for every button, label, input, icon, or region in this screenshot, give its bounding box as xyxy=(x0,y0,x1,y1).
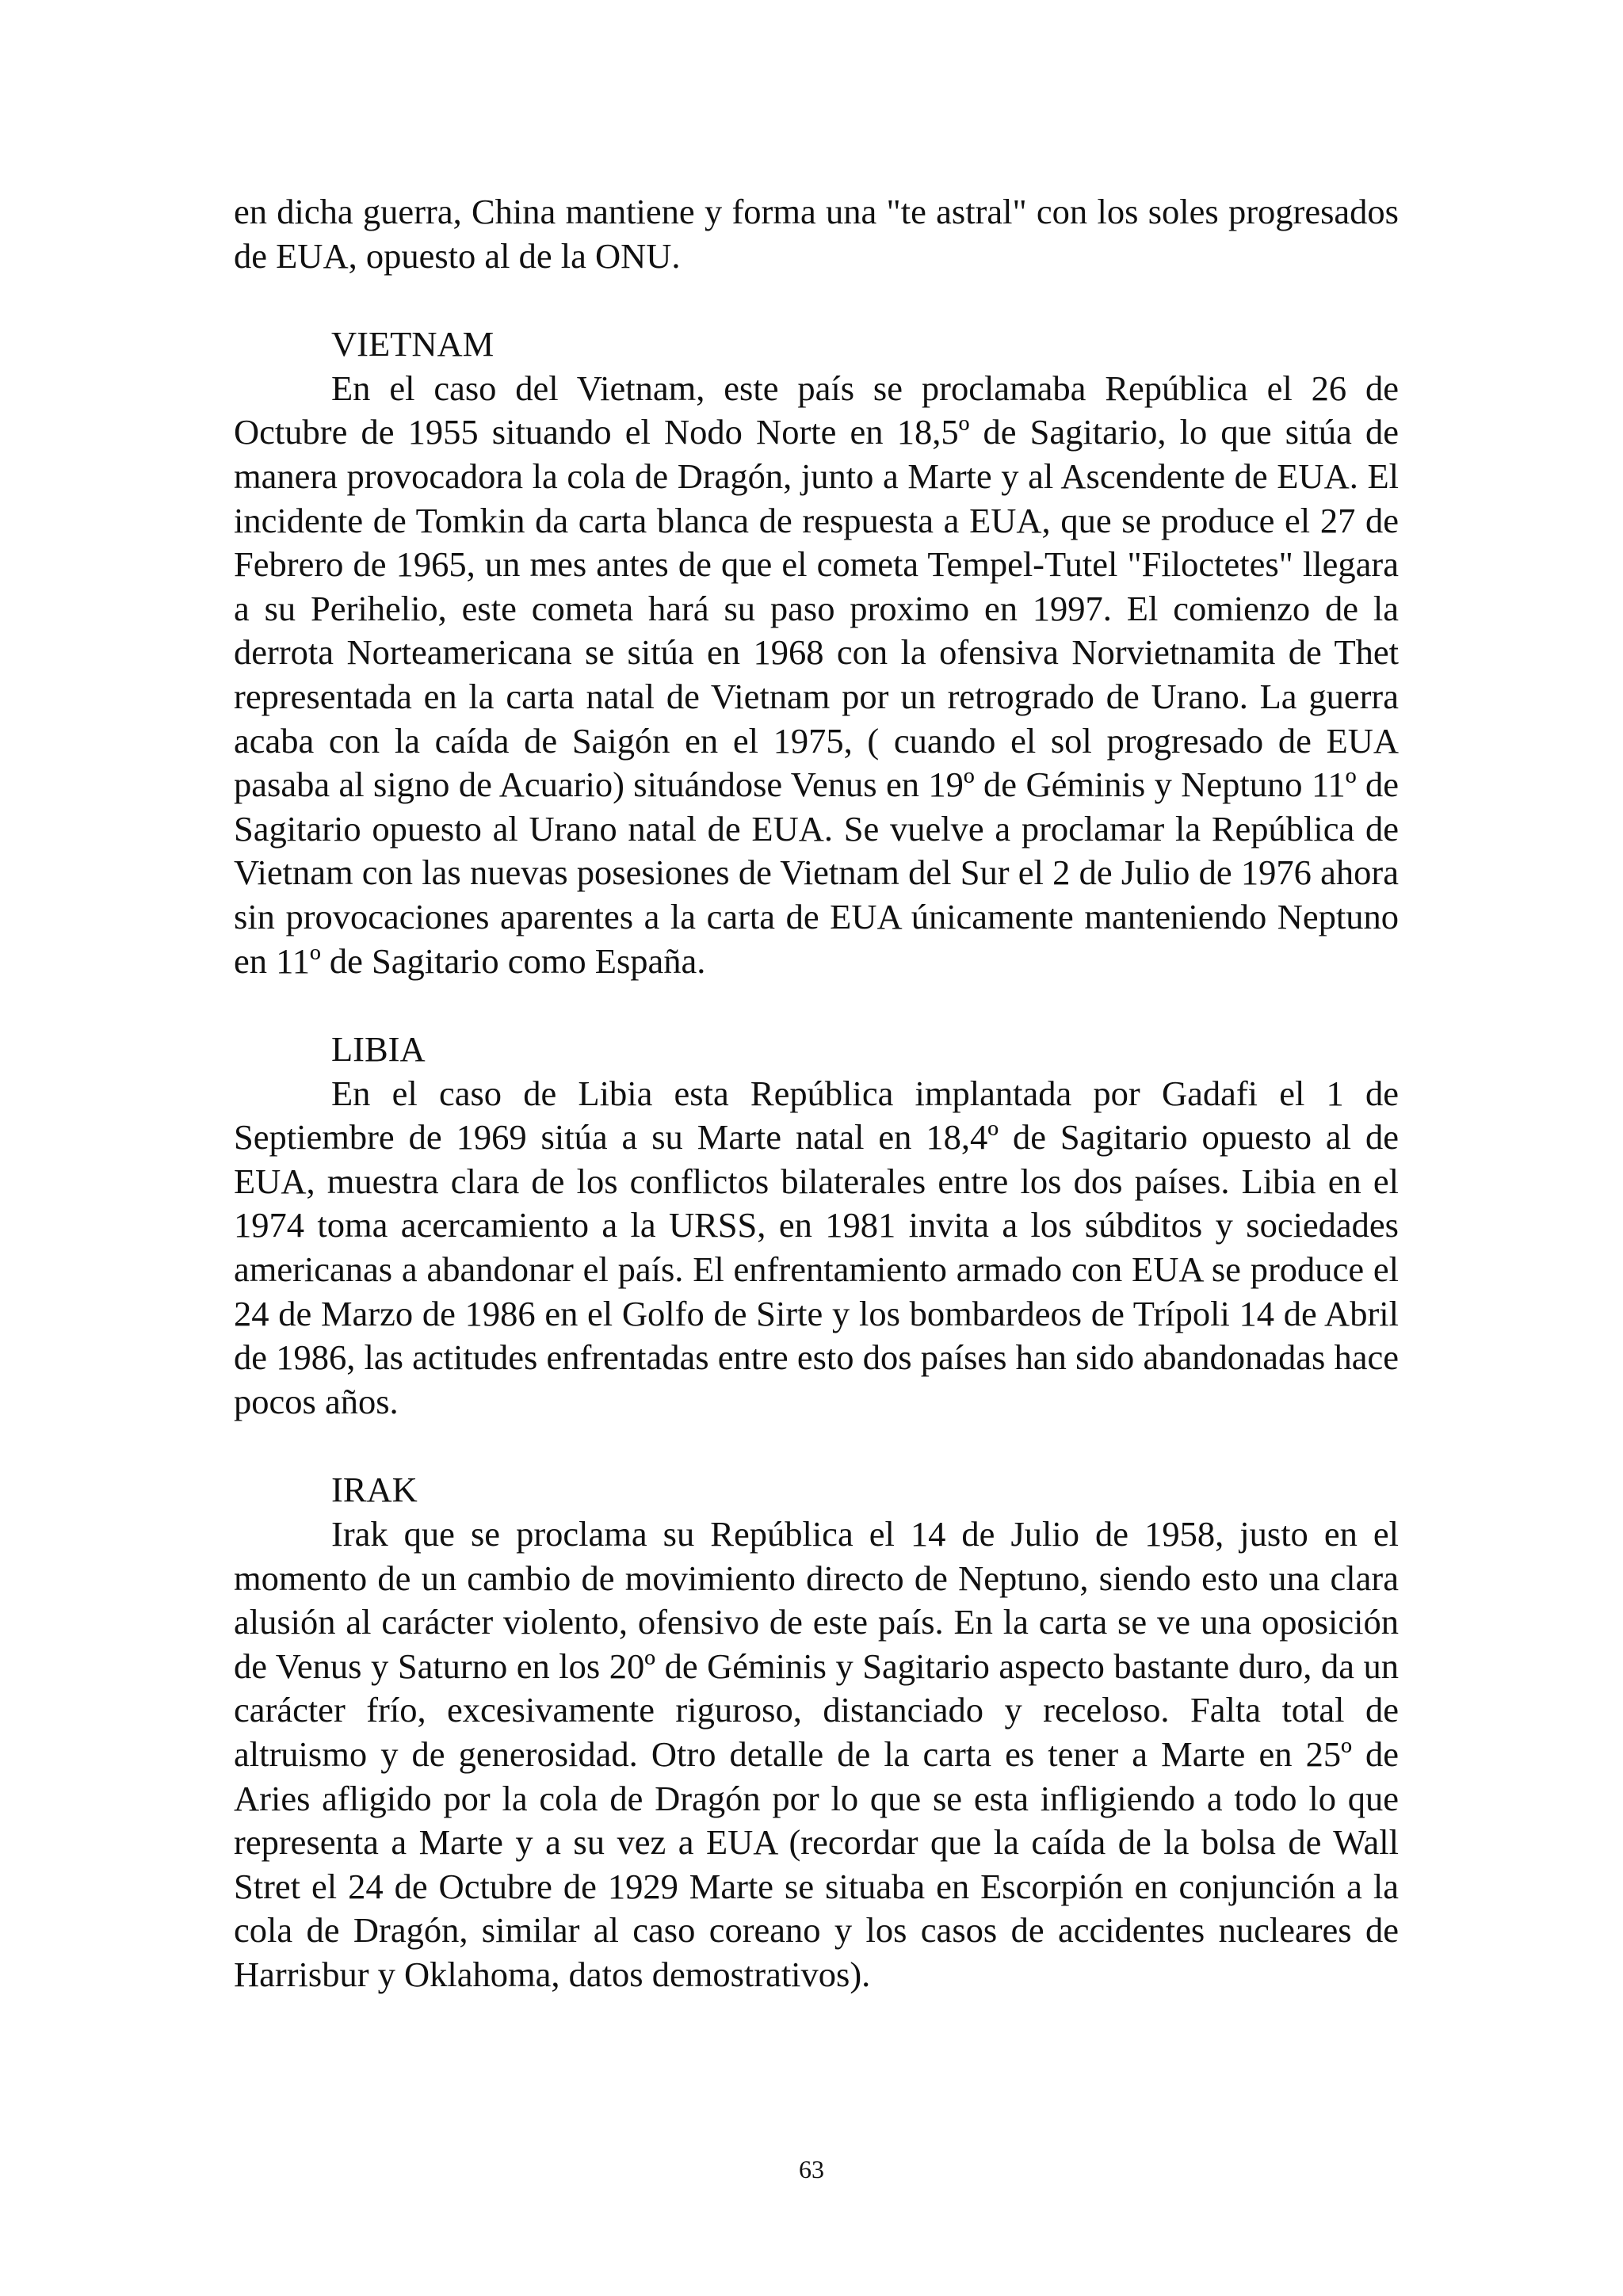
section-irak xyxy=(234,1468,1399,1997)
section-body-irak: Irak que se proclama su República el 14 de Julio de 1958, justo en el momento de un cambio de movimiento directo de Neptuno, siendo esto una clara alusión al carácter violento, ofensivo de este país. En la carta se ve una oposición de Venus y Saturno en los 20º de Géminis y Sagitario aspecto bastante duro, da un carácter frío, excesivamente riguroso, distanciado y receloso. Falta total de altruismo y de generosidad. Otro detalle de la carta es tener a Marte en 25º de Aries afligido por la cola de Dragón por lo que se esta infligiendo a todo lo que representa a Marte y a su vez a EUA (recordar que la caída de la bolsa de Wall Stret el 24 de Octubre de 1929 Marte se situaba en Escorpión en conjunción a la cola de Dragón, similar al caso coreano y los casos de accidentes nucleares de Harrisbur y Oklahoma, datos demostrativos). xyxy=(234,1514,1399,1994)
intro-paragraph: en dicha guerra, China mantiene y forma una "te astral" con los soles progresados de EUA, opuesto al de la ONU. xyxy=(234,192,1399,276)
section-heading-irak: IRAK xyxy=(331,1470,418,1510)
page-number: 63 xyxy=(799,2155,824,2183)
section-body-libia: En el caso de Libia esta República implantada por Gadafi el 1 de Septiembre de 1969 sitúa a su Marte natal en 18,4º de Sagitario opuesto al de EUA, muestra clara de los conflictos bilaterales entre los dos países. Libia en el 1974 toma acercamiento a la URSS, en 1981 invita a los súbditos y sociedades americanas a abandonar el país. El enfrentamiento armado con EUA se produce el 24 de Marzo de 1986 en el Golfo de Sirte y los bombardeos de Trípoli 14 de Abril de 1986, las actitudes enfrentadas entre esto dos países han sido abandonadas hace pocos años. xyxy=(234,1073,1399,1421)
section-heading-libia: LIBIA xyxy=(331,1029,426,1070)
section-libia xyxy=(234,1028,1399,1424)
page-content xyxy=(234,190,1399,1997)
section-body-vietnam: En el caso del Vietnam, este país se proclamaba República el 26 de Octubre de 1955 situando el Nodo Norte en 18,5º de Sagitario, lo que sitúa de manera provocadora la cola de Dragón, junto a Marte y al Ascendente de EUA. El incidente de Tomkin da carta blanca de respuesta a EUA, que se produce el 27 de Febrero de 1965, un mes antes de que el cometa Tempel-Tutel "Filoctetes" llegara a su Perihelio, este cometa hará su paso proximo en 1997. El comienzo de la derrota Norteamericana se sitúa en 1968 con la ofensiva Norvietnamita de Thet representada en la carta natal de Vietnam por un retrogrado de Urano. La guerra acaba con la caída de Saigón en el 1975, ( cuando el sol progresado de EUA pasaba al signo de Acuario) situándose Venus en 19º de Géminis y Neptuno 11º de Sagitario opuesto al Urano natal de EUA. Se vuelve a proclamar la República de Vietnam con las nuevas posesiones de Vietnam del Sur el 2 de Julio de 1976 ahora sin provocaciones aparentes a la carta de EUA únicamente manteniendo Neptuno en 11º de Sagitario como España. xyxy=(234,368,1399,981)
section-vietnam xyxy=(234,322,1399,983)
section-heading-vietnam: VIETNAM xyxy=(331,324,495,364)
